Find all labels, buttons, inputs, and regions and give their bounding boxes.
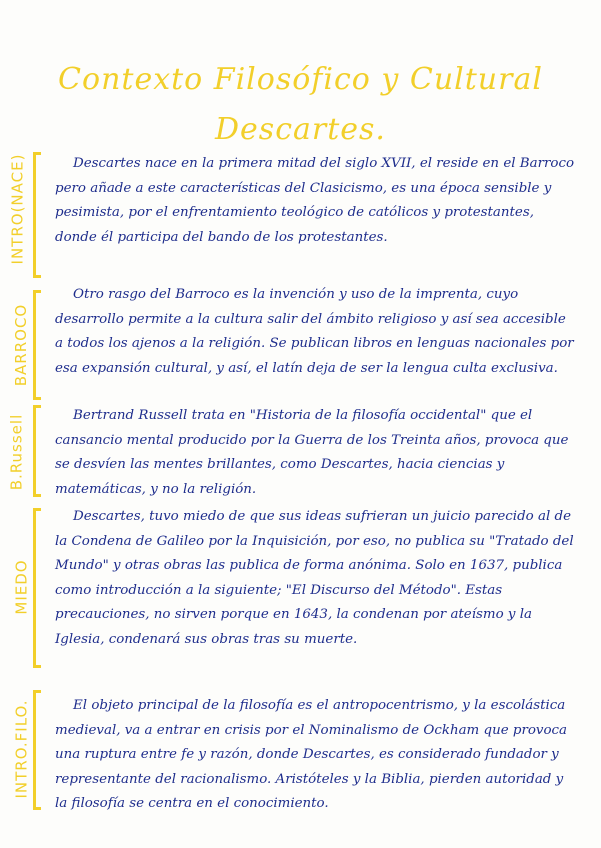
paragraph-intro: Descartes nace en la primera mitad del siglo XVII, el reside en el Barroco pero añade a este características del Clasicismo, es una época sensible y pesimista, por el enfrentamiento teológico de católicos y protestantes, donde él participa del bando de los protestantes. xyxy=(55,156,575,245)
side-label-intro: INTRO(NACE) xyxy=(8,153,27,265)
section-bracket-russell xyxy=(33,405,41,497)
paragraph-russell: Bertrand Russell trata en "Historia de la filosofía occidental" que el cansancio mental producido por la Guerra de los Treinta años, provoca que se desvíen las mentes brillantes, como Descartes, hacia ciencias y matemáticas, y no la religión. xyxy=(55,408,569,497)
title-line-2: Descartes. xyxy=(215,112,386,147)
side-label-intro-filo: INTRO.FILO. xyxy=(12,699,31,799)
section-bracket-intro xyxy=(33,152,41,278)
section-bracket-intro-filo xyxy=(33,690,41,810)
side-label-russell: B.Russell xyxy=(7,413,26,491)
section-bracket-barroco xyxy=(33,290,41,400)
title-line-1: Contexto Filosófico y Cultural xyxy=(58,62,543,97)
paragraph-intro-filo: El objeto principal de la filosofía es el antropocentrismo, y la escolástica medieval, va a entrar en crisis por el Nominalismo de Ockham que provoca una ruptura entre fe y razón, donde Descartes, es considerado fundador y representante del racionalismo. Aristóteles y la Biblia, pierden autoridad y la filosofía se centra en el conocimiento. xyxy=(55,698,568,811)
section-bracket-miedo xyxy=(33,508,41,668)
side-label-barroco: BARROCO xyxy=(12,303,31,387)
paragraph-miedo: Descartes, tuvo miedo de que sus ideas sufrieran un juicio parecido al de la Condena de Galileo por la Inquisición, por eso, no publica su "Tratado del Mundo" y otras obras las publica de forma anónima. Solo en 1637, publica como introducción a la siguiente; "El Discurso del Método". Estas precauciones, no sirven porque en 1643, la condenan por ateísmo y la Iglesia, condenará sus obras tras su muerte. xyxy=(55,509,574,647)
paragraph-barroco: Otro rasgo del Barroco es la invención y uso de la imprenta, cuyo desarrollo permite a la cultura salir del ámbito religioso y así sea accesible a todos los ajenos a la religión. Se publican libros en lenguas nacionales por esa expansión cultural, y así, el latín deja de ser la lengua culta exclusiva. xyxy=(55,287,574,376)
side-label-miedo: MIEDO xyxy=(12,559,31,615)
